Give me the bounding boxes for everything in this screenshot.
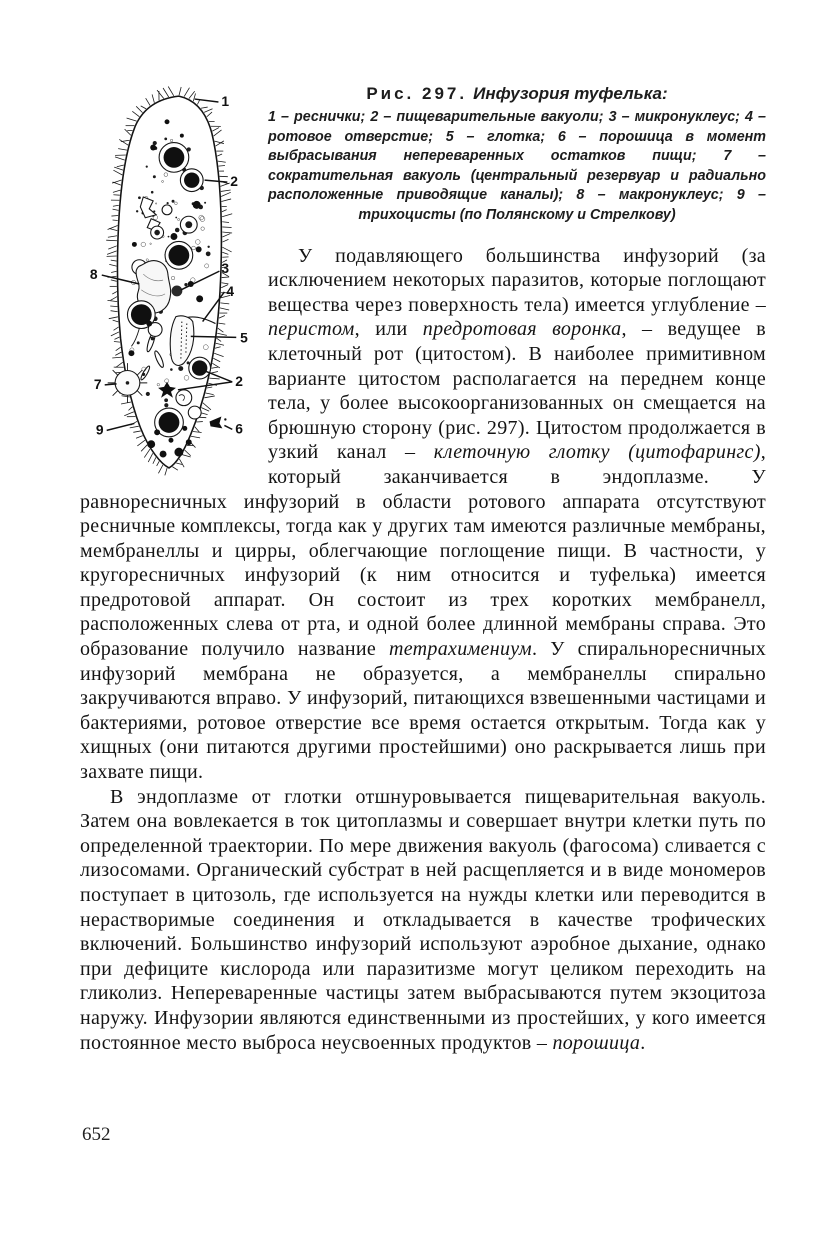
figure-label-2-upper: 2 [230,173,239,190]
figure-number: Рис. 297. [366,84,468,103]
figure-paramecium [80,84,258,482]
figure-label-5: 5 [240,329,248,346]
figure-label-1: 1 [221,92,230,109]
page-number: 652 [82,1124,111,1145]
figure-label-2-lower: 2 [235,372,243,389]
figure-label-6: 6 [235,420,243,437]
figure-label-4: 4 [226,282,235,299]
figure-label-3: 3 [221,260,230,277]
page-content [80,82,766,1055]
cytoproct-discharge-shape [210,417,223,429]
figure-label-7: 7 [93,375,102,392]
figure-label-8: 8 [89,266,98,283]
paragraph-2: В эндоплазме от глотки отшнуровывается пищеварительная вакуоль. Затем она вовлекается в ток цитоплазмы и совершает внутри клетки путь по определенной траектории. По мере движения вакуоль (фагосома) сливается с лизосомами. Органический субстрат в ней расщепляется и в виде мономеров поступает в цитозоль, где используется на нужды клетки или переводится в нерастворимые соединения и откладывается в качестве трофических включений. Большинство инфузорий используют аэробное дыхание, однако при дефиците кислорода или паразитизме могут целиком переходить на гликолиз. Непереваренные частицы затем выбрасываются путем экзоцитоза наружу. Инфузории являются единственными из простейших, у кого имеется постоянное место выброса неусвоенных продуктов – порошица. [80,785,766,1054]
micronucleus-shape [171,285,182,296]
figure-label-9: 9 [95,421,104,438]
figure-title: Инфузория туфелька: [473,84,668,103]
paramecium-figure-svg [80,84,258,482]
paragraph-1: У подавляющего большинства инфузорий (за исключением некоторых паразитов, которые поглощают вещества через поверхность тела) имеется углубление – перистом, или предротовая воронка, – ведущее в клеточный рот (цитостом). В наиболее примитивном варианте цитостом располагается на переднем конце тела, у более высокоорганизованных он смещается на брюшную сторону (рис. 297). Цитостом продолжается в узкий канал – клеточную глотку (цитофарингс), который заканчивается в эндоплазме. У равноресничных инфузорий в области ротового аппарата отсутствуют ресничные комплексы, тогда как у других там имеются различные мембраны, мембранеллы и цирры, облегчающие поглощение пищи. В частности, у кругоресничных инфузорий (к ним относится и туфелька) имеется предротовой аппарат. Он состоит из трех коротких мембранелл, расположенных слева от рта, и одной более длинной мембраны справа. Это образование получило название тетрахимениум. У спиральноресничных инфузорий мембрана не образуется, а мембранеллы спирально закручиваются вправо. У инфузорий, питающихся взвешенными частицами и бактериями, ротовое отверстие все время остается открытым. Тогда как у хищных (они питаются другими простейшими) оно раскрывается лишь при захвате пищи. [80,244,766,784]
figure-legend: 1 – реснички; 2 – пищеварительные вакуоли; 3 – микронуклеус; 4 – ротовое отверстие; 5 – глотка; 6 – порошица в момент выбрасывания непереваренных остатков пищи; 7 – сократительная вакуоль (центральный резервуар и радиально расположенные приводящие каналы); 8 – макронуклеус; 9 – трихоцисты (по Полянскому и Стрелкову) [268,109,766,223]
